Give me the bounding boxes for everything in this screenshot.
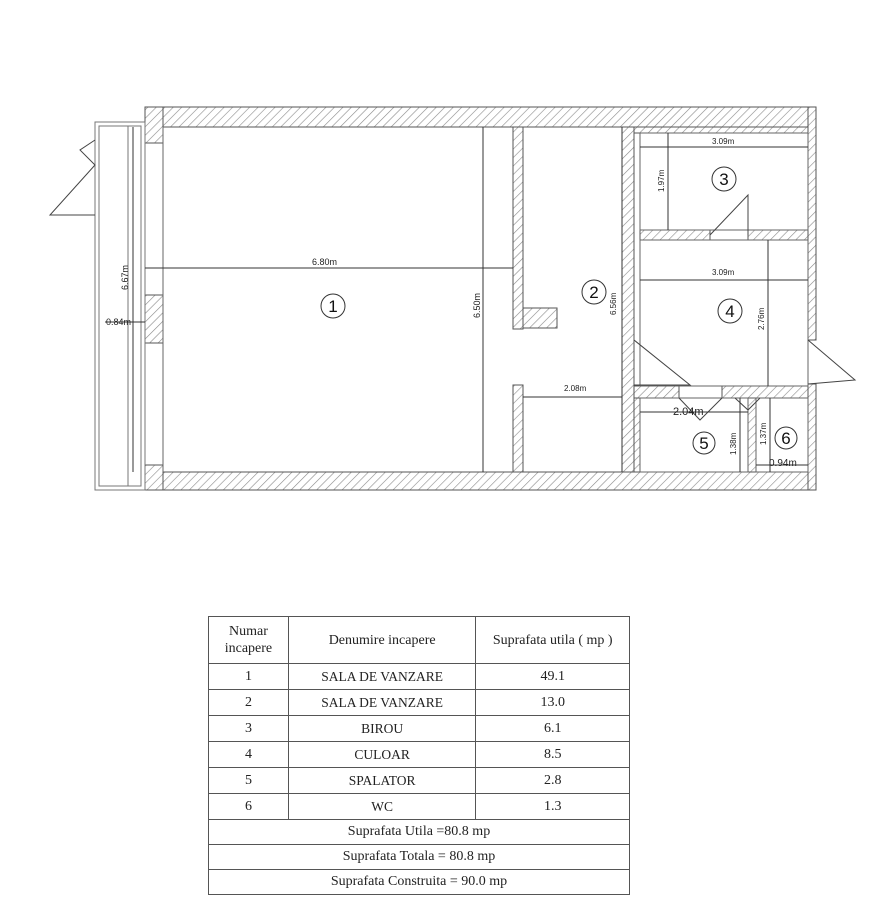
row-name: CULOAR xyxy=(288,742,476,768)
dim-room4-height: 2.76m xyxy=(757,307,766,330)
dim-room1-height: 6.50m xyxy=(472,292,482,318)
header-name: Denumire incapere xyxy=(288,617,476,664)
dim-room2-width: 2.08m xyxy=(564,384,587,393)
dim-room3-height: 1.97m xyxy=(657,169,666,192)
row-name: WC xyxy=(288,794,476,820)
header-area: Suprafata utila ( mp ) xyxy=(476,617,630,664)
row-number: 5 xyxy=(209,768,289,794)
row-number: 3 xyxy=(209,716,289,742)
table-row xyxy=(209,742,630,768)
dim-room5-width: 2.04m xyxy=(673,406,704,418)
row-name: SALA DE VANZARE xyxy=(288,690,476,716)
row-number: 6 xyxy=(209,794,289,820)
room-number-3: 3 xyxy=(719,170,729,189)
dim-room6-height: 1.37m xyxy=(759,422,768,445)
row-area: 6.1 xyxy=(476,716,630,742)
wall-inner-lines xyxy=(163,127,808,472)
dimension-lines xyxy=(105,127,808,472)
dim-facade-depth: 0.84m xyxy=(106,317,132,327)
row-name: BIROU xyxy=(288,716,476,742)
dim-room1-width: 6.80m xyxy=(312,257,338,267)
dim-room3-width: 3.09m xyxy=(712,137,735,146)
dim-room5-height: 1.38m xyxy=(729,432,738,455)
table-row xyxy=(209,794,630,820)
table-row xyxy=(209,664,630,690)
table-row xyxy=(209,716,630,742)
total-row xyxy=(209,870,630,895)
dim-room4-width: 3.09m xyxy=(712,268,735,277)
row-area: 13.0 xyxy=(476,690,630,716)
dimension-labels xyxy=(106,137,797,469)
room-number-1: 1 xyxy=(328,297,338,316)
row-area: 49.1 xyxy=(476,664,630,690)
room-number-4: 4 xyxy=(725,302,735,321)
row-name: SALA DE VANZARE xyxy=(288,664,476,690)
row-area: 2.8 xyxy=(476,768,630,794)
room-number-6: 6 xyxy=(781,429,791,448)
row-name: SPALATOR xyxy=(288,768,476,794)
dim-room2-height: 6.56m xyxy=(609,292,618,315)
area-table xyxy=(208,616,630,895)
room-number-2: 2 xyxy=(589,283,599,302)
row-number: 4 xyxy=(209,742,289,768)
row-number: 2 xyxy=(209,690,289,716)
total-useful-area: Suprafata Utila =80.8 mp xyxy=(209,820,630,845)
table-row xyxy=(209,690,630,716)
header-number: Numar incapere xyxy=(209,617,289,664)
total-built-area: Suprafata Construita = 90.0 mp xyxy=(209,870,630,895)
row-area: 1.3 xyxy=(476,794,630,820)
total-row xyxy=(209,845,630,870)
table-row xyxy=(209,768,630,794)
table-header-row xyxy=(209,617,630,664)
row-number: 1 xyxy=(209,664,289,690)
facade-window xyxy=(95,122,145,490)
room-number-5: 5 xyxy=(699,434,709,453)
total-row xyxy=(209,820,630,845)
total-area: Suprafata Totala = 80.8 mp xyxy=(209,845,630,870)
dim-facade-height: 6.67m xyxy=(120,264,130,290)
dim-room6-width: 0.94m xyxy=(769,458,797,469)
row-area: 8.5 xyxy=(476,742,630,768)
